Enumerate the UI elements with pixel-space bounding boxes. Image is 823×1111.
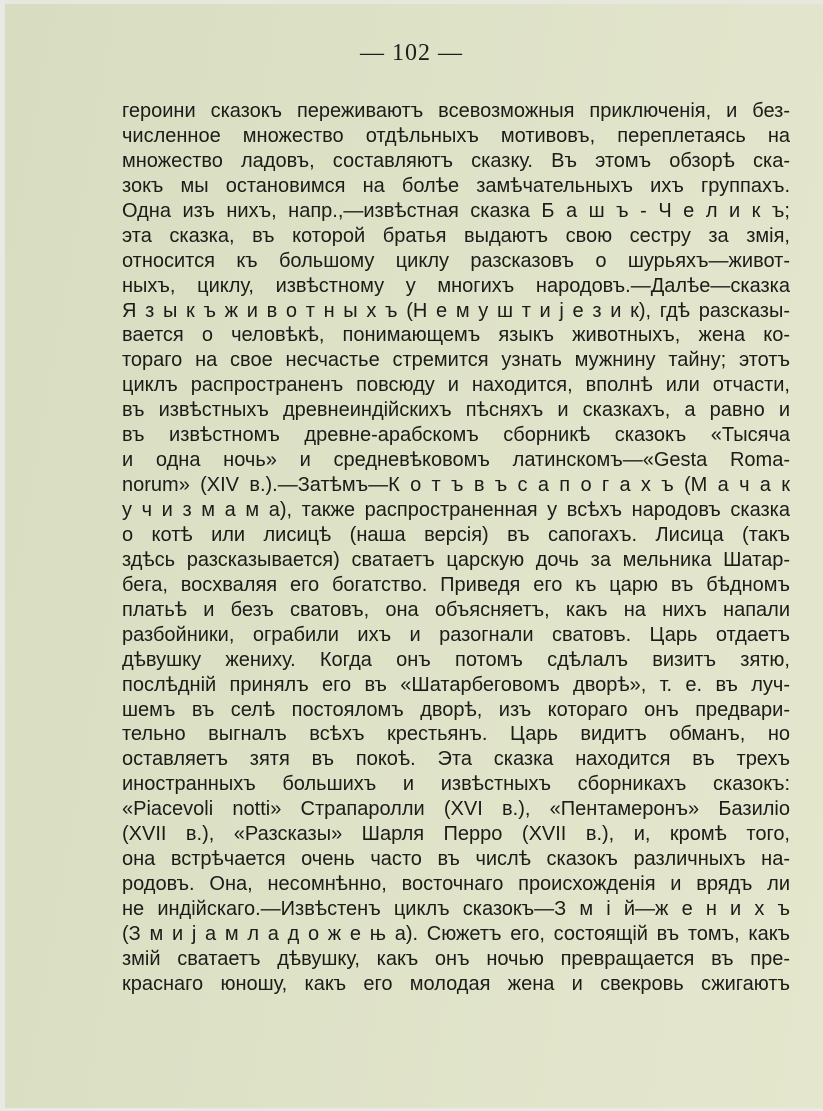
text-line: у ч и з м а м а), также распространенная у всѣхъ народовъ сказка (122, 499, 790, 521)
text-line: Я з ы к ъ ж и в о т н ы х ъ (Н е м у ш т и ј е з и к), гдѣ разсказы- (122, 299, 790, 322)
text-line: множество ладовъ, составляютъ сказку. Въ этомъ обзорѣ ска- (122, 149, 790, 172)
text-line: тораго на свое несчастье стремится узнать мужнину тайну; этотъ (122, 349, 790, 372)
text-line: послѣдній принялъ его въ «Шатарбеговомъ дворѣ», т. е. въ луч- (122, 673, 790, 696)
text-line: о котѣ или лисицѣ (наша версія) въ сапогахъ. Лисица (такъ (122, 523, 790, 546)
text-line: здѣсь разсказывается) сватаетъ царскую дочь за мельника Шатар- (122, 548, 790, 571)
text-line: иностранныхъ большихъ и извѣстныхъ сборникахъ сказокъ: (122, 773, 790, 796)
text-line: дѣвушку жениху. Когда онъ потомъ сдѣлалъ визитъ зятю, (122, 648, 790, 671)
text-line: (З м и ј а м л а д о ж е њ а). Сюжетъ его, состоящій въ томъ, какъ (122, 922, 790, 945)
text-line: и одна ночь» и средневѣковомъ латинскомъ—«Gesta Roma- (122, 449, 790, 472)
text-line: бега, восхваляя его богатство. Приведя его къ царю въ бѣдномъ (122, 573, 790, 596)
text-line: относится къ большому циклу разсказовъ о шурьяхъ—живот- (122, 249, 790, 272)
text-line: «Piacevoli notti» Страпаролли (XVI в.), «Пентамеронъ» Базиліо (122, 798, 790, 821)
text-line: шемъ въ селѣ постояломъ дворѣ, изъ котораго онъ предвари- (122, 698, 790, 721)
text-line: ныхъ, циклу, извѣстному у многихъ народовъ.—Далѣе—сказка (122, 274, 790, 297)
text-line: (XVII в.), «Разсказы» Шарля Перро (XVII в.), и, кромѣ того, (122, 823, 790, 846)
text-line: тельно выгналъ всѣхъ крестьянъ. Царь видитъ обманъ, но (122, 723, 790, 746)
text-line: въ извѣстныхъ древнеиндійскихъ пѣсняхъ и сказкахъ, а равно и (122, 399, 790, 422)
page-number: — 102 — (360, 40, 463, 66)
text-line: численное множество отдѣльныхъ мотивовъ, переплетаясь на (122, 124, 790, 147)
text-line: циклъ распространенъ повсюду и находится, вполнѣ или отчасти, (122, 374, 790, 397)
text-line: въ извѣстномъ древне-арабскомъ сборникѣ сказокъ «Тысяча (122, 424, 790, 447)
text-line: героини сказокъ переживаютъ всевозможныя приключенія, и без- (122, 100, 790, 122)
text-line: зокъ мы остановимся на болѣе замѣчательныхъ ихъ группахъ. (122, 174, 790, 197)
text-line: не индійскаго.—Извѣстенъ циклъ сказокъ—З м і й—ж е н и х ъ (122, 898, 790, 920)
text-line: эта сказка, въ которой братья выдаютъ свою сестру за змія, (122, 224, 790, 247)
text-line: она встрѣчается очень часто въ числѣ сказокъ различныхъ на- (122, 848, 790, 871)
text-line: краснаго юношу, какъ его молодая жена и свекровь сжигаютъ (122, 972, 790, 995)
text-line: змій сватаетъ дѣвушку, какъ онъ ночью превращается въ пре- (122, 947, 790, 970)
text-line: оставляетъ зятя въ покоѣ. Эта сказка находится въ трехъ (122, 748, 790, 771)
text-line: платьѣ и безъ сватовъ, она объясняетъ, какъ на нихъ напали (122, 598, 790, 621)
text-line: разбойники, ограбили ихъ и разогнали сватовъ. Царь отдаетъ (122, 623, 790, 646)
text-line: norum» (XIV в.).—Затѣмъ—К о т ъ в ъ с а п о г а х ъ (М а ч а к (122, 474, 790, 497)
body-text (122, 99, 790, 997)
text-line: Одна изъ нихъ, напр.,—извѣстная сказка Б а ш ъ - Ч е л и к ъ; (122, 199, 790, 222)
text-line: вается о человѣкѣ, понимающемъ языкъ животныхъ, жена ко- (122, 324, 790, 347)
text-line: родовъ. Она, несомнѣнно, восточнаго происхожденія и врядъ ли (122, 873, 790, 896)
